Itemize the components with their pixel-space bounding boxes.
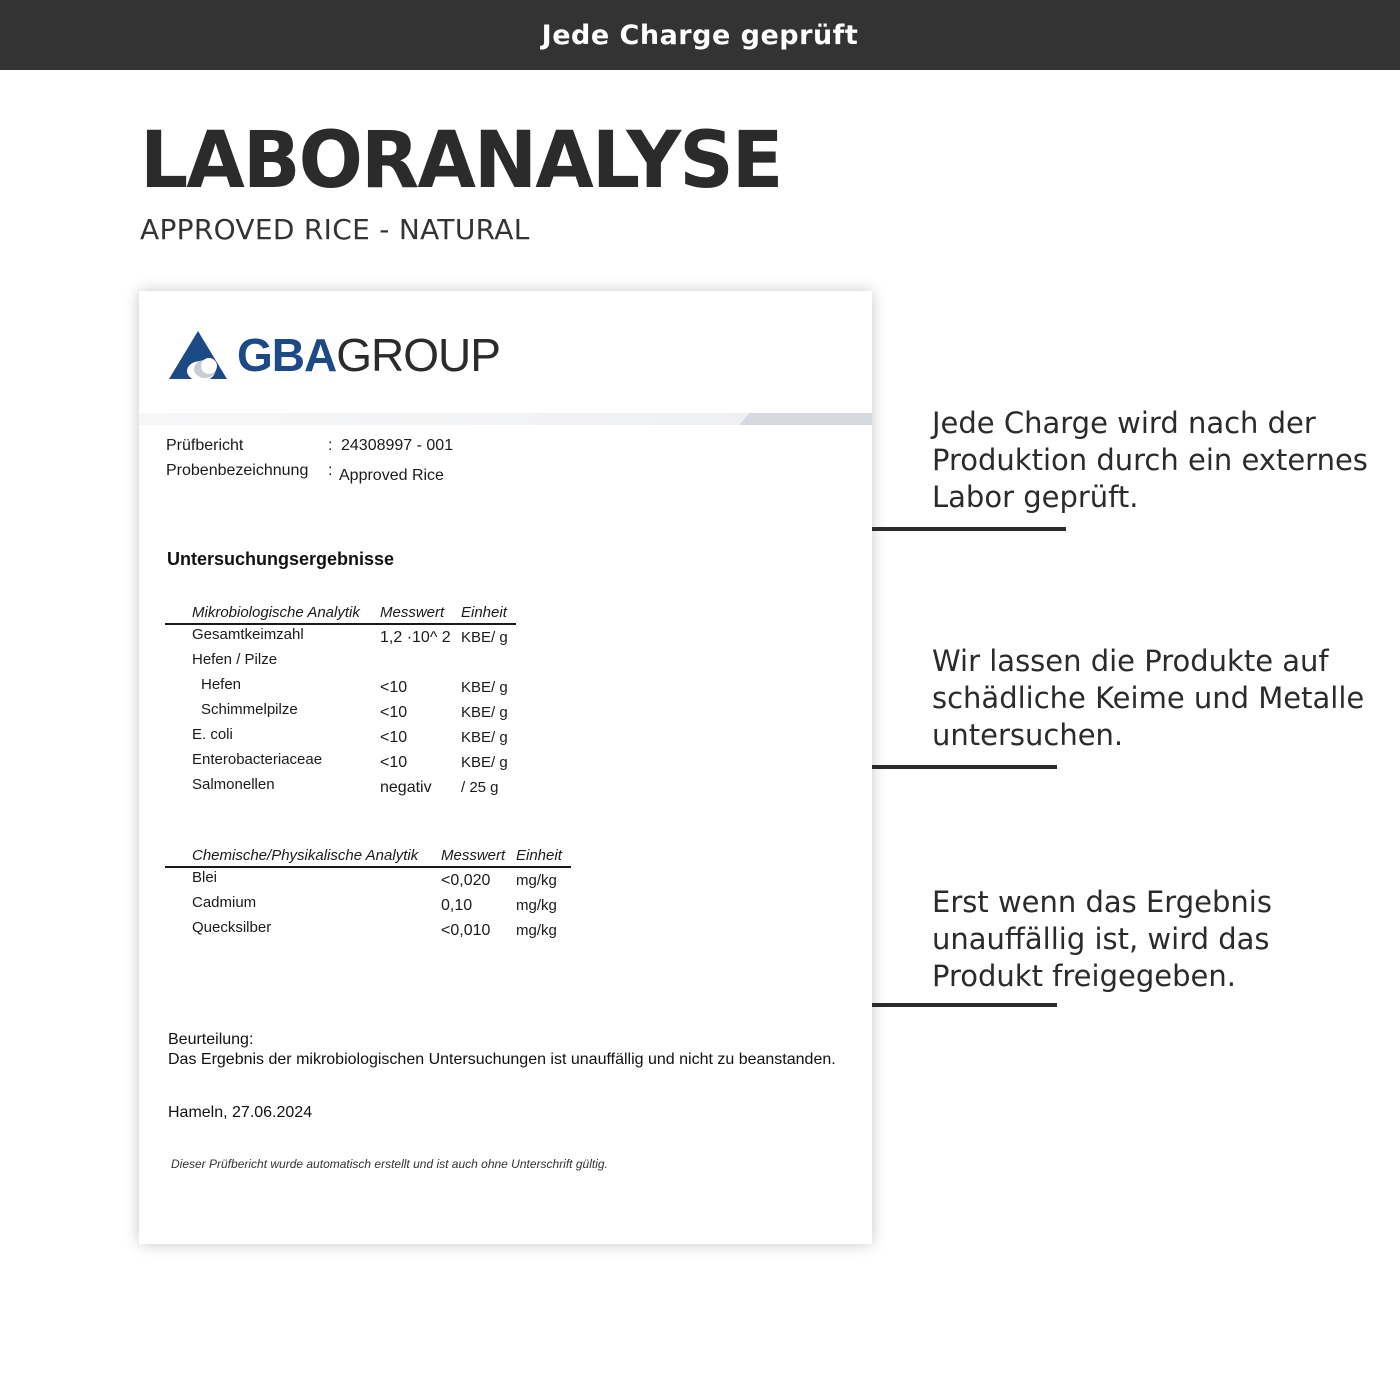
table-row-unit: / 25 g xyxy=(461,779,499,796)
gba-group-logo xyxy=(167,325,500,385)
assessment-text: Das Ergebnis der mikrobiologischen Untersuchungen ist unauffällig und nicht zu beanstanden. xyxy=(168,1051,836,1068)
table-row-unit: mg/kg xyxy=(516,872,557,889)
chem-header-unit: Einheit xyxy=(516,847,562,864)
chem-header-value: Messwert xyxy=(441,847,506,864)
callout-connector-2 xyxy=(872,765,1057,769)
table-row-unit: KBE/ g xyxy=(461,729,508,746)
table-row-name: Salmonellen xyxy=(192,776,275,793)
micro-header-value: Messwert xyxy=(380,604,445,621)
chem-header-analysis: Chemische/Physikalische Analytik xyxy=(192,847,419,864)
place-date: Hameln, 27.06.2024 xyxy=(168,1104,313,1121)
table-row-unit: mg/kg xyxy=(516,897,557,914)
callout-text-1: Jede Charge wird nach der Produktion durch ein externes Labor geprüft. xyxy=(932,406,1368,514)
callout-connector-1 xyxy=(872,527,1066,531)
lab-report-document xyxy=(139,291,872,1244)
probe-value: Approved Rice xyxy=(339,467,444,484)
callout-text-3: Erst wenn das Ergebnis unauffällig ist, wird das Produkt freigegeben. xyxy=(932,885,1272,993)
table-row-value: <10 xyxy=(380,754,408,771)
table-row-value: <10 xyxy=(380,729,408,746)
table-row-unit: KBE/ g xyxy=(461,629,508,646)
separator: : xyxy=(328,462,333,479)
banner-text: Jede Charge geprüft xyxy=(541,19,859,51)
logo-group-text: GROUP xyxy=(336,329,500,381)
table-row-value: 1,2 ·10^ 2 xyxy=(380,629,451,646)
logo-gba-text: GBA xyxy=(237,329,337,381)
micro-header-analysis: Mikrobiologische Analytik xyxy=(192,604,360,621)
micro-header-unit: Einheit xyxy=(461,604,507,621)
table-row-value: <10 xyxy=(380,704,408,721)
results-section-title: Untersuchungsergebnisse xyxy=(167,549,395,569)
micro-header-rule xyxy=(165,623,516,625)
table-row-name: Quecksilber xyxy=(192,919,272,936)
gba-triangle-icon xyxy=(167,329,229,381)
pruefbericht-label: Prüfbericht xyxy=(166,437,244,454)
assessment-label: Beurteilung: xyxy=(168,1031,254,1048)
probe-label: Probenbezeichnung xyxy=(166,462,309,479)
separator: : xyxy=(328,437,333,454)
table-row-value: <10 xyxy=(380,679,408,696)
table-row-unit: KBE/ g xyxy=(461,754,508,771)
table-row-name: Hefen / Pilze xyxy=(192,651,278,668)
table-row-value: <0,010 xyxy=(441,922,491,939)
callout-text-2: Wir lassen die Produkte auf schädliche Keime und Metalle untersuchen. xyxy=(932,644,1365,752)
table-row-name: Cadmium xyxy=(192,894,257,911)
table-row-name: E. coli xyxy=(192,726,233,743)
table-row-value: <0,020 xyxy=(441,872,491,889)
table-row-name: Gesamtkeimzahl xyxy=(192,626,304,643)
table-row-value: negativ xyxy=(380,779,432,796)
report-footnote: Dieser Prüfbericht wurde automatisch erstellt und ist auch ohne Unterschrift gültig. xyxy=(171,1157,608,1171)
callout-connector-3 xyxy=(872,1003,1057,1007)
table-row-name: Enterobacteriaceae xyxy=(192,751,323,768)
table-row-unit: KBE/ g xyxy=(461,704,508,721)
chem-header-rule xyxy=(165,866,571,868)
table-row-name: Hefen xyxy=(201,676,242,693)
top-banner xyxy=(0,0,1400,70)
page-title: LABORANALYSE xyxy=(140,116,782,206)
table-row-unit: mg/kg xyxy=(516,922,557,939)
table-row-name: Blei xyxy=(192,869,218,886)
table-row-unit: KBE/ g xyxy=(461,679,508,696)
pruefbericht-value: 24308997 - 001 xyxy=(341,437,454,454)
table-row-name: Schimmelpilze xyxy=(201,701,298,718)
page-subtitle: APPROVED RICE - NATURAL xyxy=(140,213,530,246)
header-band-accent xyxy=(739,413,872,425)
table-row-value: 0,10 xyxy=(441,897,473,914)
